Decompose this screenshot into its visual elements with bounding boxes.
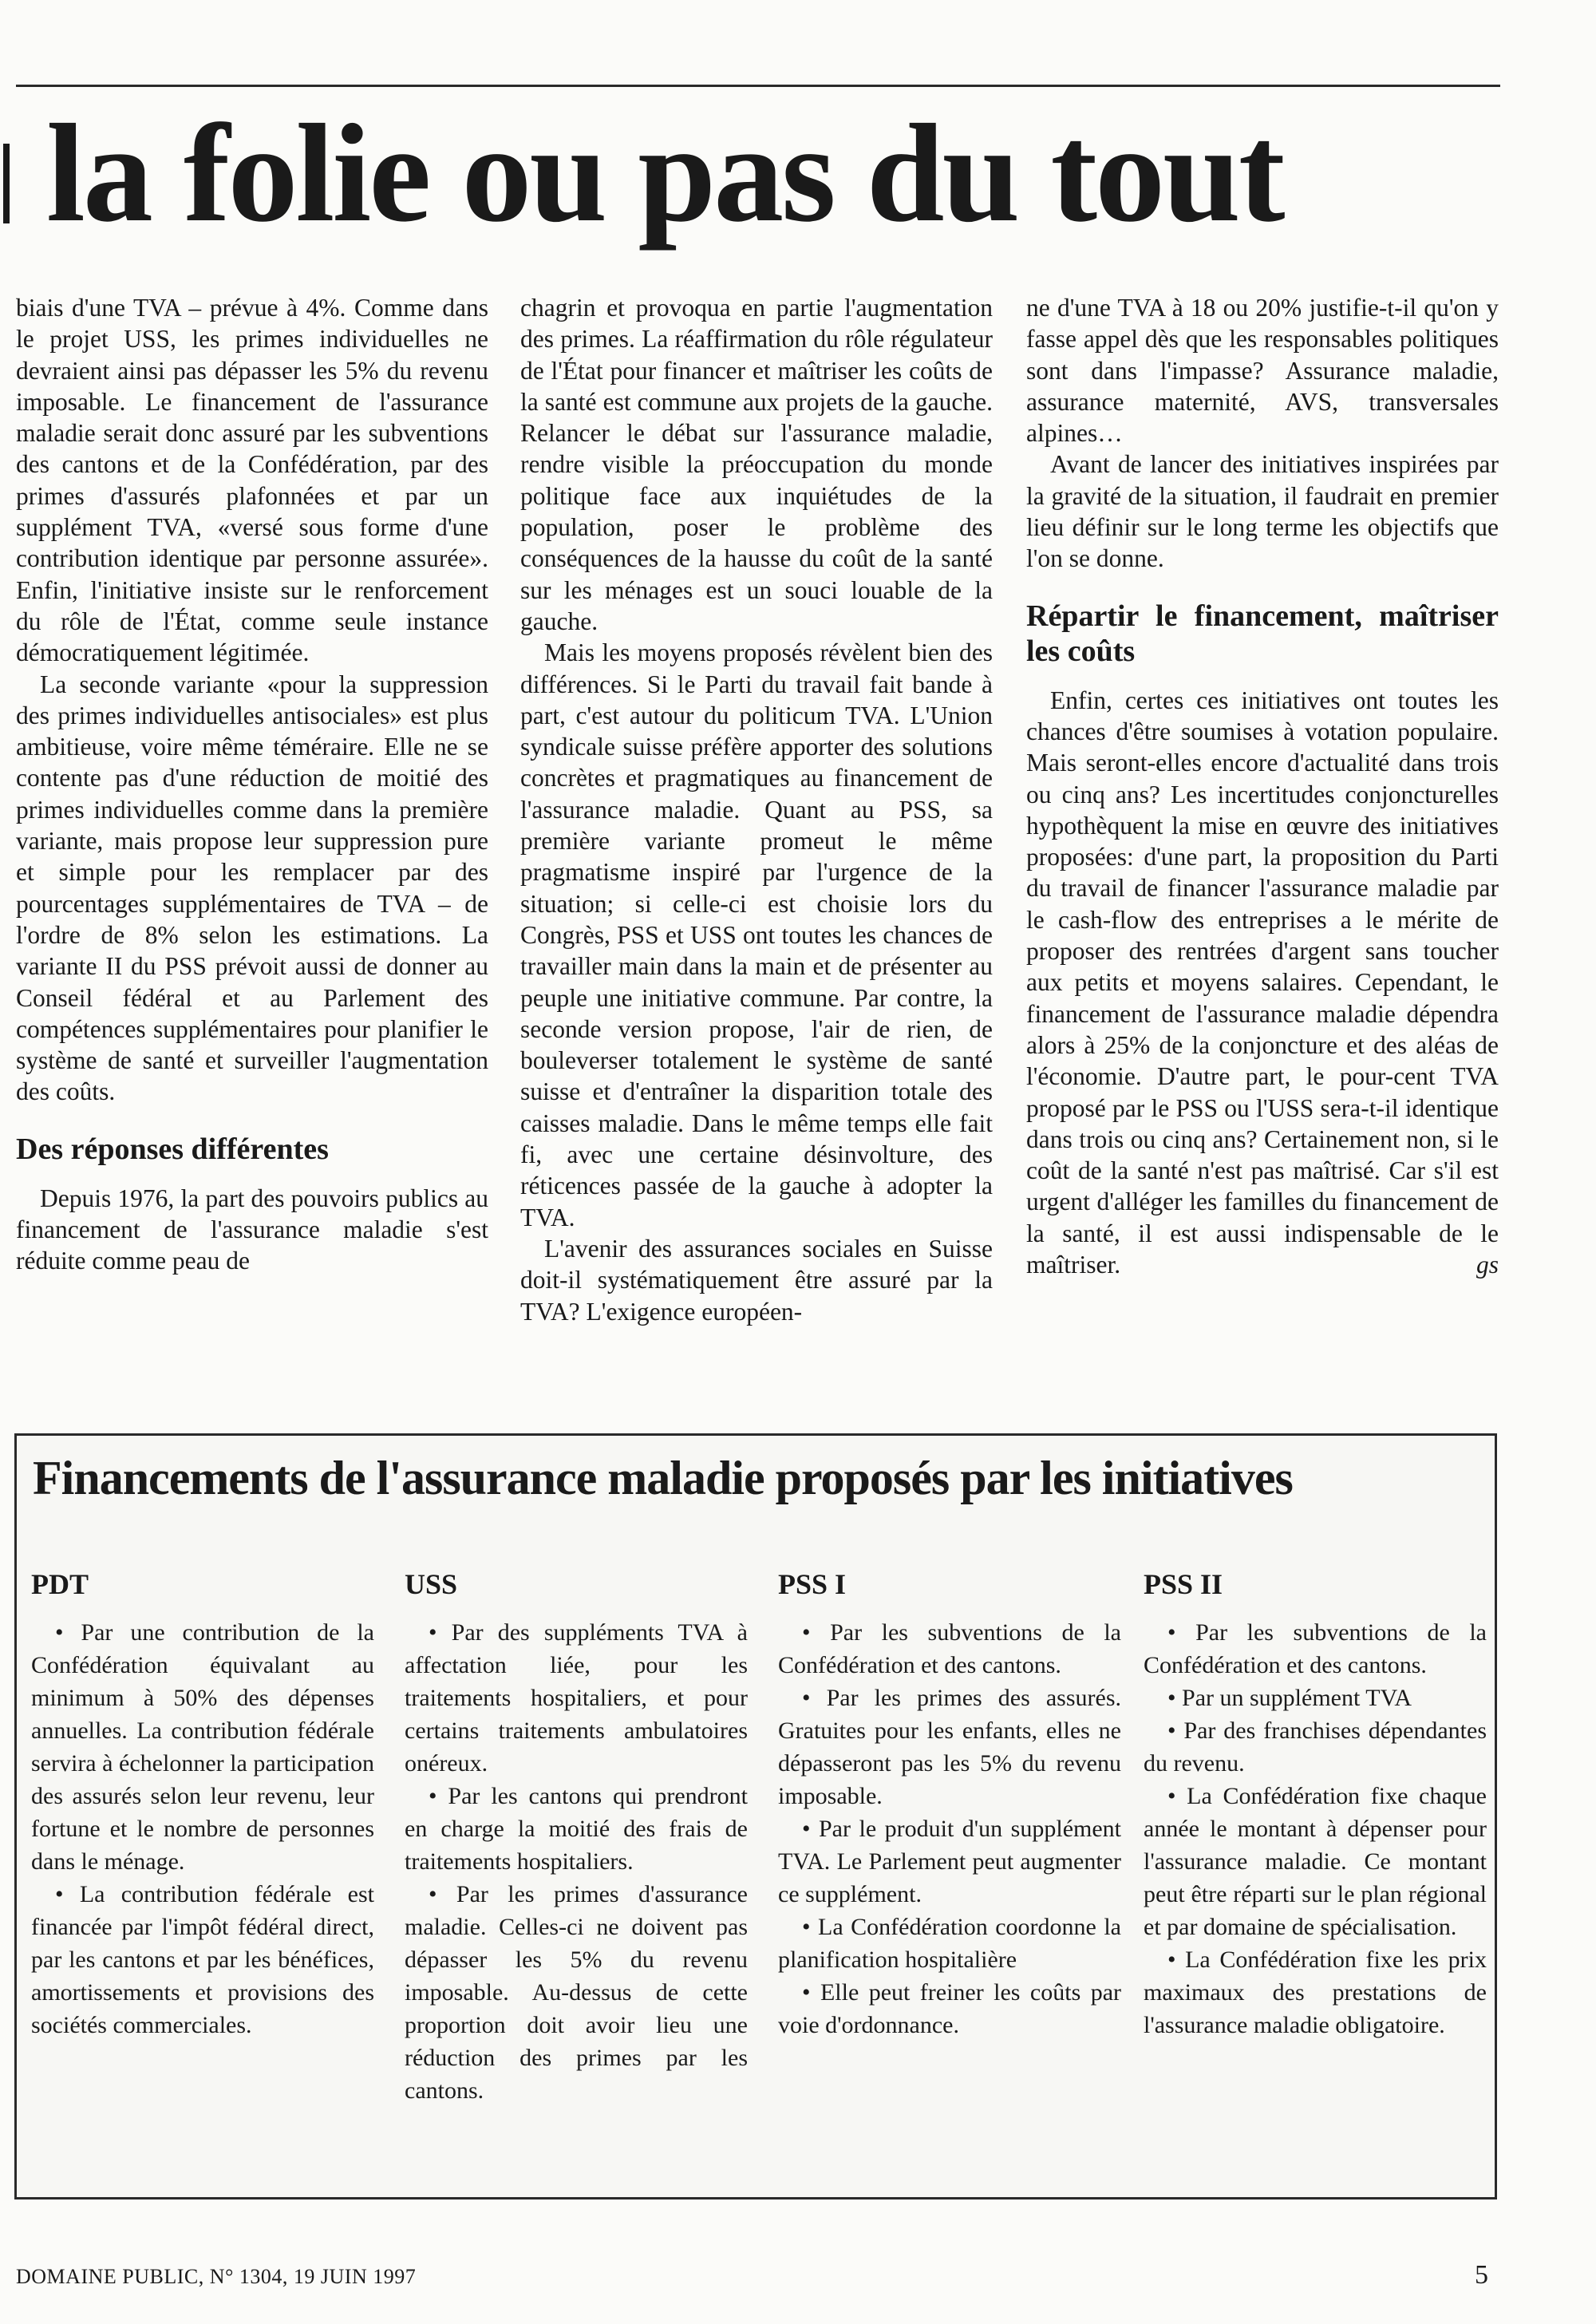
- box-column-heading: PDT: [31, 1568, 89, 1600]
- box-item: • Par un supplément TVA: [1167, 1685, 1412, 1711]
- article-column-3: [1026, 292, 1499, 1280]
- article-column-1: [16, 292, 488, 1277]
- top-rule: [16, 85, 1500, 87]
- box-item: • Elle peut freiner les coûts par voie d'ordonnance.: [778, 1979, 1121, 2038]
- box-item: • Par le produit d'un supplément TVA. Le Parlement peut augmenter ce supplément.: [778, 1816, 1121, 1907]
- financing-box: [14, 1433, 1497, 2200]
- paragraph: Avant de lancer des initiatives inspirées par la gravité de la situation, il faudrait en premier lieu définir sur le long terme les objectifs que l'on se donne.: [1026, 450, 1499, 573]
- box-column-uss: [405, 1567, 748, 2107]
- box-item: • La Confédération fixe les prix maximaux des prestations de l'assurance maladie obligatoire.: [1144, 1947, 1487, 2038]
- box-item: • Par une contribution de la Confédération équivalant au minimum à 50% des dépenses annuelles. La contribution fédérale servira à échelonner la participation des assurés selon leur revenu, leur fortune et le nombre de personnes dans le ménage.: [31, 1619, 374, 1875]
- subheading: Des réponses différentes: [16, 1132, 329, 1166]
- box-column-pss-2: [1144, 1567, 1487, 2041]
- paragraph: L'avenir des assurances sociales en Suisse doit-il systématiquement être assuré par la TVA? L'exigence européen-: [520, 1234, 993, 1326]
- headline-cut-letter: [3, 144, 10, 223]
- box-item: • Par les cantons qui prendront en charge la moitié des frais de traitements hospitaliers.: [405, 1783, 748, 1875]
- box-item: • La Confédération fixe chaque année le montant à dépenser pour l'assurance maladie. Ce montant peut être réparti sur le plan régional et par domaine de spécialisation.: [1144, 1783, 1487, 1940]
- paragraph: ne d'une TVA à 18 ou 20% justifie-t-il qu'on y fasse appel dès que les responsables politiques sont dans l'impasse? Assurance maladie, assurance maternité, AVS, transversales alpines…: [1026, 294, 1499, 448]
- box-column-heading: PSS II: [1144, 1568, 1223, 1600]
- box-item: • La Confédération coordonne la planification hospitalière: [778, 1914, 1121, 1973]
- box-column-heading: PSS I: [778, 1568, 847, 1600]
- headline: la folie ou pas du tout: [46, 96, 1283, 251]
- box-item: • Par les primes d'assurance maladie. Celles-ci ne doivent pas dépasser les 5% du revenu imposable. Au-dessus de cette proportion doit avoir lieu une réduction des primes par les cantons.: [405, 1881, 748, 2104]
- paragraph: Mais les moyens proposés révèlent bien des différences. Si le Parti du travail fait bande à part, c'est autour du politicum TVA. L'Union syndicale suisse préfère apporter des solutions concrètes et pragmatiques au financement de l'assurance maladie. Quant au PSS, sa première variante promeut le même pragmatisme inspiré par l'urgence de la situation; si celle-ci est choisie lors du Congrès, PSS et USS ont toutes les chances de travailler main dans la main et de présenter au peuple une initiative commune. Par contre, la seconde version propose, l'air de rien, de bouleverser totalement le système de santé suisse et d'entraîner la disparition totale des caisses maladie. Dans le même temps elle fait fi, avec une certaine désinvolture, des réticences passée de la gauche à adopter la TVA.: [520, 638, 993, 1231]
- subheading: Répartir le financement, maîtriser les coûts: [1026, 599, 1499, 668]
- paragraph: biais d'une TVA – prévue à 4%. Comme dans le projet USS, les primes individuelles ne devraient ainsi pas dépasser les 5% du revenu imposable. Le financement de l'assurance maladie serait donc assuré par les subventions des cantons et de la Confédération, par des primes d'assurés plafonnées et par un supplément TVA, «versé sous forme d'une contribution identique par personne assurée». Enfin, l'initiative insiste sur le renforcement du rôle de l'État, comme seule instance démocratiquement légitimée.: [16, 294, 488, 667]
- box-item: • Par des franchises dépendantes du revenu.: [1144, 1717, 1487, 1777]
- box-item: • La contribution fédérale est financée par l'impôt fédéral direct, par les cantons et par les bénéfices, amortissements et provisions des sociétés commerciales.: [31, 1881, 374, 2038]
- box-item: • Par les subventions de la Confédération et des cantons.: [1144, 1619, 1487, 1678]
- footer-publication: DOMAINE PUBLIC, N° 1304, 19 JUIN 1997: [16, 2265, 417, 2288]
- box-column-heading: USS: [405, 1568, 458, 1600]
- author-signature: gs: [1476, 1251, 1499, 1279]
- article-column-2: [520, 292, 993, 1327]
- box-item: • Par des suppléments TVA à affectation liée, pour les traitements hospitaliers, et pour certains traitements ambulatoires onéreux.: [405, 1619, 748, 1777]
- paragraph: La seconde variante «pour la suppression des primes individuelles antisociales» est plus ambitieuse, voire même téméraire. Elle ne se contente pas d'une réduction de moitié des primes individuelles comme dans la première variante, mais propose leur suppression pure et simple pour les remplacer par des pourcentages supplémentaires de TVA – de l'ordre de 8% selon les estimations. La variante II du PSS prévoit aussi de donner au Conseil fédéral et au Parlement des compétences supplémentaires pour planifier le système de santé et surveiller l'augmentation des coûts.: [16, 670, 488, 1106]
- box-column-pdt: [31, 1567, 374, 2041]
- box-item: • Par les primes des assurés. Gratuites pour les enfants, elles ne dépasseront pas les 5% du revenu imposable.: [778, 1685, 1121, 1809]
- page-number: 5: [1475, 2260, 1488, 2290]
- box-item: • Par les subventions de la Confédération et des cantons.: [778, 1619, 1121, 1678]
- paragraph: chagrin et provoqua en partie l'augmentation des primes. La réaffirmation du rôle régulateur de l'État pour financer et maîtriser les coûts de la santé est commune aux projets de la gauche. Relancer le débat sur l'assurance maladie, rendre visible la préoccupation du monde politique face aux inquiétudes de la population, poser le problème des conséquences de la hausse du coût de la santé sur les ménages est un souci louable de la gauche.: [520, 294, 993, 635]
- box-title: Financements de l'assurance maladie proposés par les initiatives: [33, 1452, 1293, 1504]
- paragraph-text: Enfin, certes ces initiatives ont toutes les chances d'être soumises à votation populaire. Mais seront-elles encore d'actualité dans trois ou cinq ans? Les incertitudes conjoncturelles hypothèquent la mise en œuvre des initiatives proposées: d'une part, la proposition du Parti du travail de financer l'assurance maladie par le cash-flow des entreprises a le mérite de proposer des rentrées d'argent sans toucher aux petits et moyens salaires. Cependant, le financement de l'assurance maladie dépendra alors à 25% de la conjoncture et des aléas de l'économie. D'autre part, le pour-cent TVA proposé par le PSS ou l'USS sera-t-il identique dans trois ou cinq ans? Certainement non, si le coût de la santé n'est pas maîtrisé. Car s'il est urgent d'alléger les familles du financement de la santé, il est aussi indispensable de le maîtriser.: [1026, 686, 1499, 1279]
- paragraph: [1026, 685, 1499, 1281]
- paragraph: Depuis 1976, la part des pouvoirs publics au financement de l'assurance maladie s'est réduite comme peau de: [16, 1184, 488, 1275]
- box-column-pss-1: [778, 1567, 1121, 2041]
